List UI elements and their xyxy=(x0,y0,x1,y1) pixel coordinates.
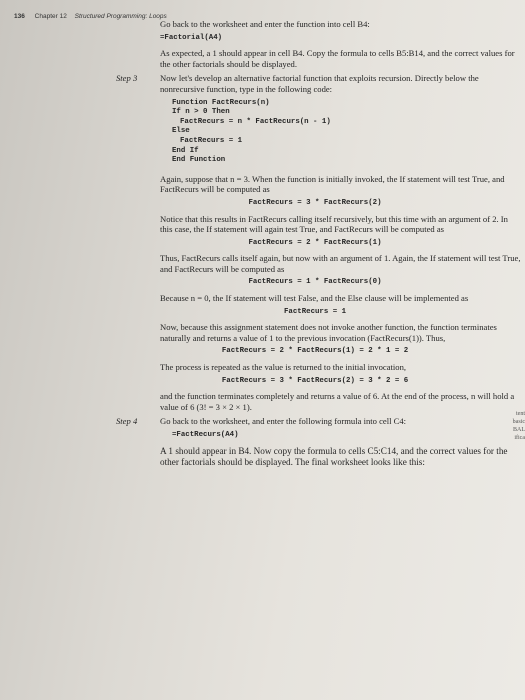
code-line: FactRecurs = 1 xyxy=(180,136,243,145)
code-line: FactRecurs = n * FactRecurs(n - 1) xyxy=(180,117,331,126)
page-header xyxy=(14,13,167,20)
code-block-function xyxy=(172,99,522,166)
margin-fragment: ifica xyxy=(514,435,525,441)
equation: FactRecurs = 3 * FactRecurs(2) = 3 * 2 = 6 xyxy=(221,376,409,385)
paragraph: Now let's develop an alternative factorial function that exploits recursion. Directly below the nonrecursive function, type in the following code: xyxy=(160,73,479,94)
facing-page-fragments xyxy=(509,410,525,442)
paragraph: Because n = 0, the If statement will test False, and the Else clause will be implemented as xyxy=(160,293,469,304)
equation: FactRecurs = 1 xyxy=(283,307,347,316)
paragraph: Notice that this results in FactRecurs calling itself recursively, but this time with an argument of 2. In this case, the If statement will again test True, and FactRecurs will be computed as xyxy=(160,213,508,235)
equation: FactRecurs = 2 * FactRecurs(1) = 2 * 1 = 2 xyxy=(221,347,409,356)
section-title: Structured Programming: Loops xyxy=(74,13,167,20)
paragraph: A 1 should appear in B4. Now copy the formula to cells C5:C14, and the correct values for the other factorials should be displayed. The final worksheet looks like this: xyxy=(160,445,508,467)
margin-fragment: BAL xyxy=(513,427,525,433)
code-line: =Factorial(A4) xyxy=(160,33,223,42)
margin-fragment: basic xyxy=(512,419,525,425)
code-line: Function FactRecurs(n) xyxy=(172,98,270,107)
equation: FactRecurs = 3 * FactRecurs(2) xyxy=(248,198,382,207)
paragraph: Now, because this assignment statement does not invoke another function, the function terminates naturally and returns a value of 1 to the previous invocation (FactRecurs(1)). Thus, xyxy=(160,322,497,343)
paragraph: Thus, FactRecurs calls itself again, but now with an argument of 1. Again, the If statement will test True, and FactRecurs will be computed as xyxy=(160,253,521,274)
step-label: Step 3 xyxy=(116,73,138,84)
margin-fragment: tent xyxy=(516,411,525,417)
paragraph: Go back to the worksheet, and enter the following formula into cell C4: xyxy=(160,416,407,427)
code-line: End If xyxy=(172,146,199,155)
code-line: If n > 0 Then xyxy=(172,108,230,117)
step-3 xyxy=(116,73,522,94)
paragraph: As expected, a 1 should appear in cell B4. Copy the formula to cells B5:B14, and the correct values for the other factorials should be displayed. xyxy=(160,48,515,69)
page-body xyxy=(116,19,522,472)
step-4 xyxy=(116,416,522,427)
paragraph: Again, suppose that n = 3. When the function is initially invoked, the If statement will test True, and FactRecurs will be computed as xyxy=(160,173,505,195)
code-line: End Function xyxy=(172,156,226,165)
code-line: =FactRecurs(A4) xyxy=(172,431,239,439)
equation: FactRecurs = 1 * FactRecurs(0) xyxy=(248,278,382,287)
code-line: Else xyxy=(172,127,190,136)
paragraph: The process is repeated as the value is returned to the initial invocation, xyxy=(160,362,407,373)
paragraph: and the function terminates completely and returns a value of 6. At the end of the process, n will hold a value of 6 (3! = 3 × 2 × 1). xyxy=(160,391,515,412)
page-number: 136 xyxy=(14,13,25,20)
step-label: Step 4 xyxy=(116,416,138,427)
paragraph: Go back to the worksheet and enter the function into cell B4: xyxy=(160,19,370,29)
chapter-label: Chapter 12 xyxy=(34,13,67,20)
equation: FactRecurs = 2 * FactRecurs(1) xyxy=(248,238,382,247)
